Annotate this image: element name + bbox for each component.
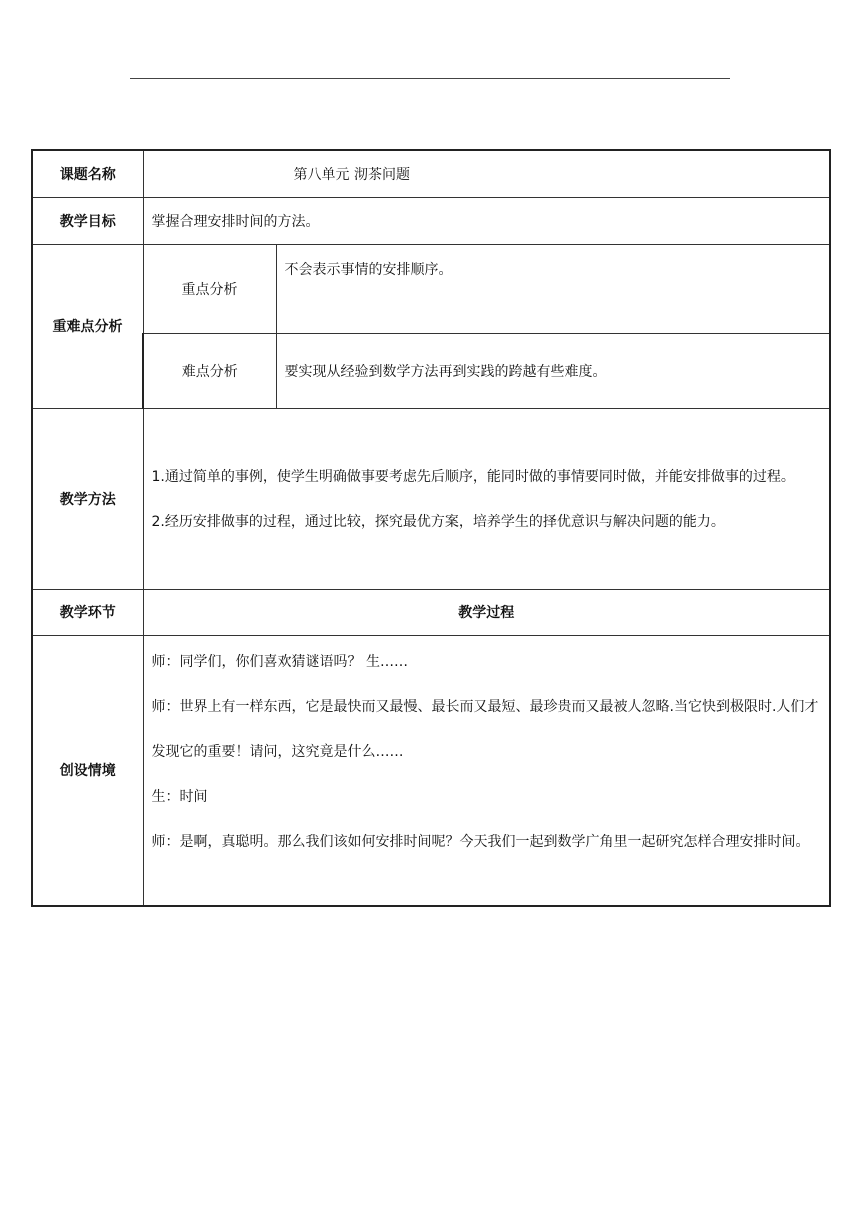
method-paragraph: 2.经历安排做事的过程，通过比较，探究最优方案，培养学生的择优意识与解决问题的能力。	[151, 513, 725, 530]
key-point-value: 不会表示事情的安排顺序。	[276, 244, 830, 333]
objective-row	[32, 197, 830, 244]
hard-point-value: 要实现从经验到数学方法再到实践的跨越有些难度。	[276, 333, 830, 408]
method-paragraph: 1.通过简单的事例，使学生明确做事要考虑先后顺序，能同时做的事情要同时做，并能安排做事的过程。	[151, 468, 795, 485]
scene-paragraph: 师：同学们，你们喜欢猜谜语吗？ 生……	[151, 653, 408, 670]
topic-row	[32, 150, 830, 197]
method-content	[143, 408, 830, 589]
topic-value: 第八单元 沏茶问题	[293, 166, 410, 183]
scene-content	[143, 635, 830, 906]
hard-point-row	[32, 333, 830, 408]
topic-label: 课题名称	[32, 150, 143, 197]
objective-value: 掌握合理安排时间的方法。	[143, 197, 830, 244]
key-point-label: 重点分析	[143, 244, 276, 333]
section-header-row	[32, 589, 830, 635]
scene-paragraph: 师：是啊，真聪明。那么我们该如何安排时间呢？今天我们一起到数学广角里一起研究怎样合理安排时间。	[151, 833, 810, 850]
scene-row	[32, 635, 830, 906]
method-row	[32, 408, 830, 589]
scene-paragraph: 生：时间	[151, 788, 208, 805]
objective-label: 教学目标	[32, 197, 143, 244]
topic-cell	[143, 150, 830, 197]
stage-header: 教学环节	[32, 589, 143, 635]
header-rule	[130, 78, 730, 79]
scene-paragraph: 师：世界上有一样东西，它是最快而又最慢、最长而又最短、最珍贵而又最被人忽略.当它快到极限时.人们才发现它的重要！请问，这究竟是什么……	[151, 698, 819, 760]
difficulty-label: 重难点分析	[32, 244, 143, 408]
process-header: 教学过程	[143, 589, 830, 635]
key-point-row	[32, 244, 830, 333]
scene-label: 创设情境	[32, 635, 143, 906]
lesson-plan-table	[31, 149, 831, 907]
method-label: 教学方法	[32, 408, 143, 589]
hard-point-label: 难点分析	[143, 333, 276, 408]
